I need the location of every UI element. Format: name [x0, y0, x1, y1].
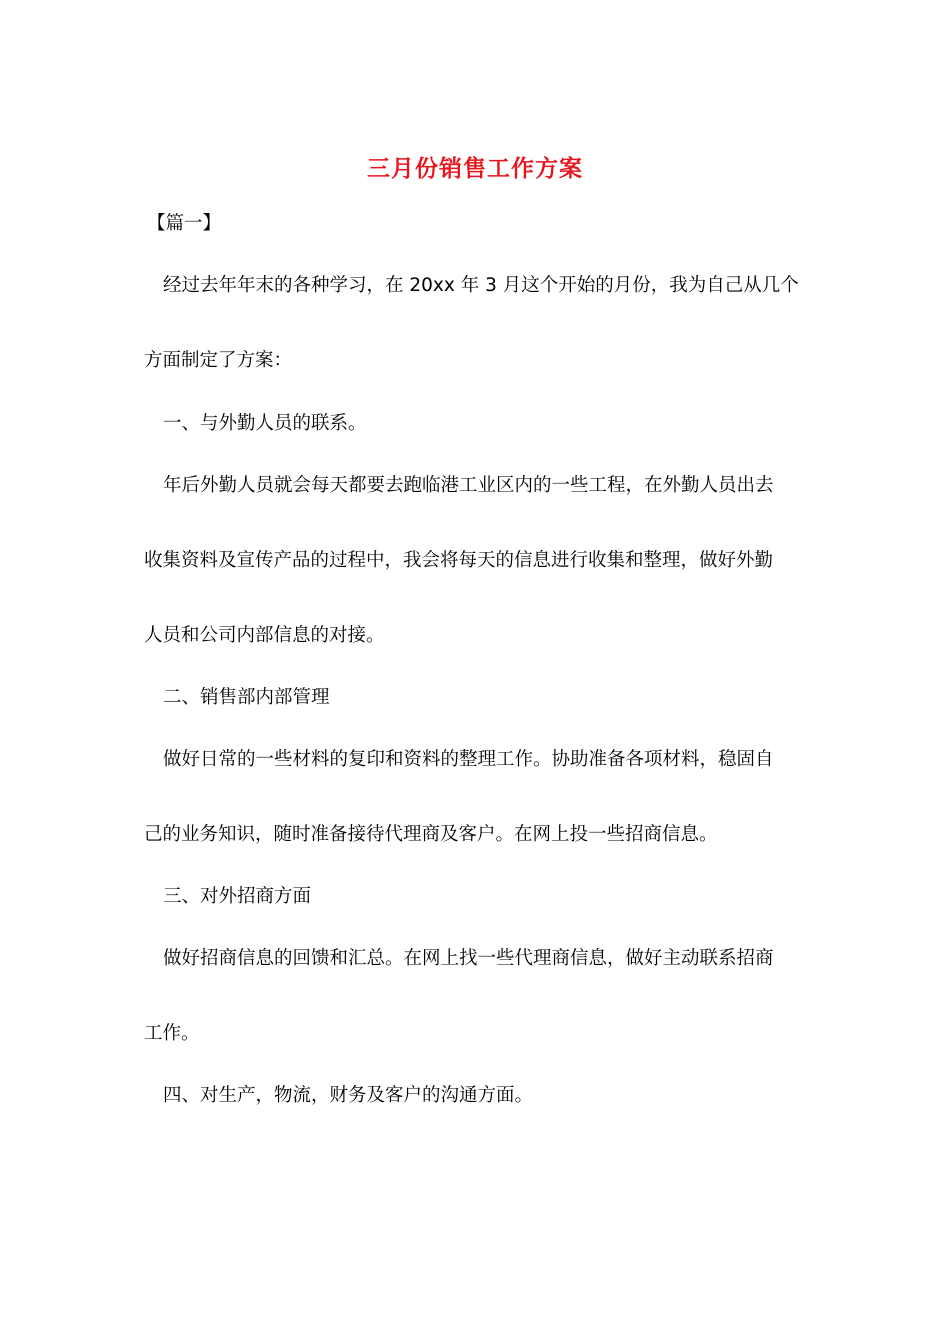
paragraph-line: 方面制定了方案：	[144, 350, 293, 371]
section-heading-2: 二、销售部内部管理	[163, 687, 330, 708]
paragraph-line: 工作。	[144, 1023, 200, 1044]
section-label-pian-yi: 【篇一】	[147, 213, 222, 234]
document-title: 三月份销售工作方案	[367, 155, 583, 182]
section-heading-3: 三、对外招商方面	[163, 886, 312, 907]
paragraph-line: 经过去年年末的各种学习，在 20xx 年 3 月这个开始的月份，我为自己从几个	[163, 275, 799, 296]
paragraph-line: 收集资料及宣传产品的过程中，我会将每天的信息进行收集和整理，做好外勤	[144, 550, 774, 571]
paragraph-line: 己的业务知识，随时准备接待代理商及客户。在网上投一些招商信息。	[144, 824, 718, 845]
paragraph-line: 做好日常的一些材料的复印和资料的整理工作。协助准备各项材料，稳固自	[163, 749, 774, 770]
paragraph-line: 人员和公司内部信息的对接。	[144, 625, 385, 646]
paragraph-line: 年后外勤人员就会每天都要去跑临港工业区内的一些工程，在外勤人员出去	[163, 475, 774, 496]
paragraph-line: 做好招商信息的回馈和汇总。在网上找一些代理商信息，做好主动联系招商	[163, 948, 774, 969]
section-heading-1: 一、与外勤人员的联系。	[163, 413, 367, 434]
section-heading-4: 四、对生产，物流，财务及客户的沟通方面。	[163, 1085, 534, 1106]
